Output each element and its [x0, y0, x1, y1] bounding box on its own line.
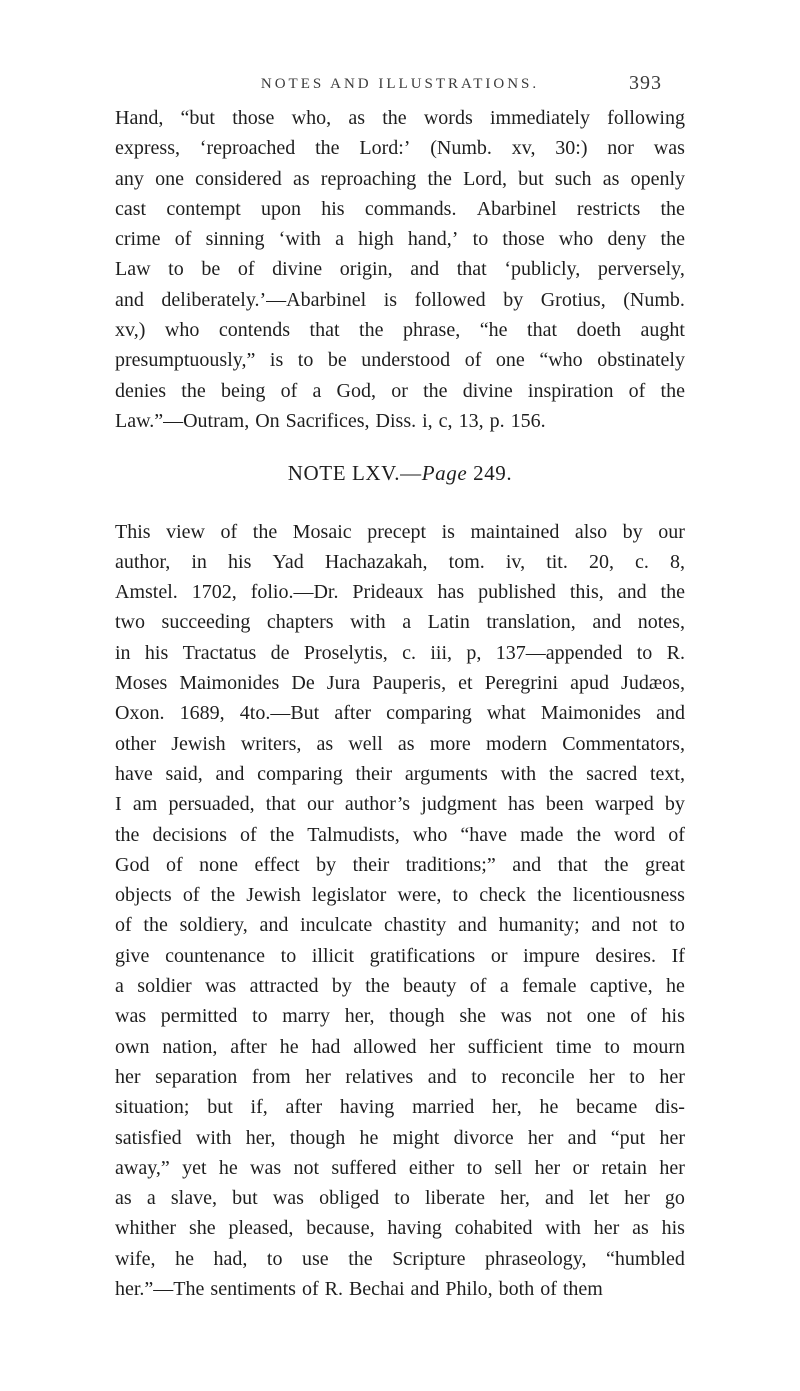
text-line: Oxon. 1689, 4to.—But after comparing what Maimonides and [115, 702, 685, 725]
text-line: the decisions of the Talmudists, who “have made the word of [115, 823, 685, 846]
paragraph-2 [115, 517, 685, 1305]
text-line: give countenance to illicit gratifications or impure desires. If [115, 944, 685, 967]
text-line: and deliberately.’—Abarbinel is followed by Grotius, (Numb. [115, 288, 685, 311]
text-line: objects of the Jewish legislator were, to check the licentiousness [115, 884, 685, 907]
text-line: in his Tractatus de Proselytis, c. iii, p, 137—appended to R. [115, 641, 685, 664]
text-line: I am persuaded, that our author’s judgment has been warped by [115, 793, 685, 816]
text-line: express, ‘reproached the Lord:’ (Numb. xv, 30:) nor was [115, 137, 685, 160]
text-line: own nation, after he had allowed her sufficient time to mourn [115, 1035, 685, 1058]
text-line: Hand, “but those who, as the words immediately following [115, 107, 685, 129]
paragraph-1 [115, 103, 685, 436]
text-line: author, in his Yad Hachazakah, tom. iv, tit. 20, c. 8, [115, 550, 685, 573]
body-text [115, 103, 685, 1304]
text-line: situation; but if, after having married her, he became dis- [115, 1096, 685, 1119]
text-line: was permitted to marry her, though she was not one of his [115, 1005, 685, 1028]
text-line: two succeeding chapters with a Latin translation, and notes, [115, 611, 685, 634]
text-line: of the soldiery, and inculcate chastity and humanity; and not to [115, 914, 685, 937]
note-heading-label: NOTE LXV.— [287, 461, 422, 486]
text-line: have said, and comparing their arguments with the sacred text, [115, 762, 685, 785]
text-line: Law.”—Outram, On Sacrifices, Diss. i, c, 13, p. 156. [115, 409, 546, 432]
text-line: her.”—The sentiments of R. Bechai and Philo, both of them [115, 1277, 603, 1300]
text-line: satisfied with her, though he might divorce her and “put her [115, 1126, 685, 1149]
running-head: NOTES AND ILLUSTRATIONS. [260, 76, 540, 92]
page-number: 393 [629, 72, 662, 94]
text-line: Law to be of divine origin, and that ‘publicly, perversely, [115, 258, 685, 281]
text-line: crime of sinning ‘with a high hand,’ to those who deny the [115, 228, 685, 251]
note-heading-page-ref: Page [421, 461, 468, 486]
text-line: wife, he had, to use the Scripture phraseology, “humbled [115, 1247, 685, 1270]
text-line: This view of the Mosaic precept is maintained also by our [115, 520, 685, 543]
text-line: cast contempt upon his commands. Abarbinel restricts the [115, 197, 685, 220]
text-line: xv,) who contends that the phrase, “he that doeth aught [115, 319, 685, 342]
text-line: whither she pleased, because, having cohabited with her as his [115, 1217, 685, 1240]
text-line: away,” yet he was not suffered either to sell her or retain her [115, 1156, 685, 1179]
text-line: Moses Maimonides De Jura Pauperis, et Peregrini apud Judæos, [115, 672, 685, 695]
note-heading-page-num: 249. [473, 461, 513, 486]
text-line: other Jewish writers, as well as more modern Commentators, [115, 732, 685, 755]
text-line: denies the being of a God, or the divine inspiration of the [115, 379, 685, 402]
text-line: God of none effect by their traditions;” and that the great [115, 853, 685, 876]
text-line: any one considered as reproaching the Lord, but such as openly [115, 167, 685, 190]
text-line: presumptuously,” is to be understood of one “who obstinately [115, 349, 685, 372]
text-line: her separation from her relatives and to reconcile her to her [115, 1065, 685, 1088]
note-heading [115, 458, 685, 488]
text-line: as a slave, but was obliged to liberate her, and let her go [115, 1187, 685, 1210]
text-line: Amstel. 1702, folio.—Dr. Prideaux has published this, and the [115, 581, 685, 604]
text-line: a soldier was attracted by the beauty of a female captive, he [115, 975, 685, 998]
